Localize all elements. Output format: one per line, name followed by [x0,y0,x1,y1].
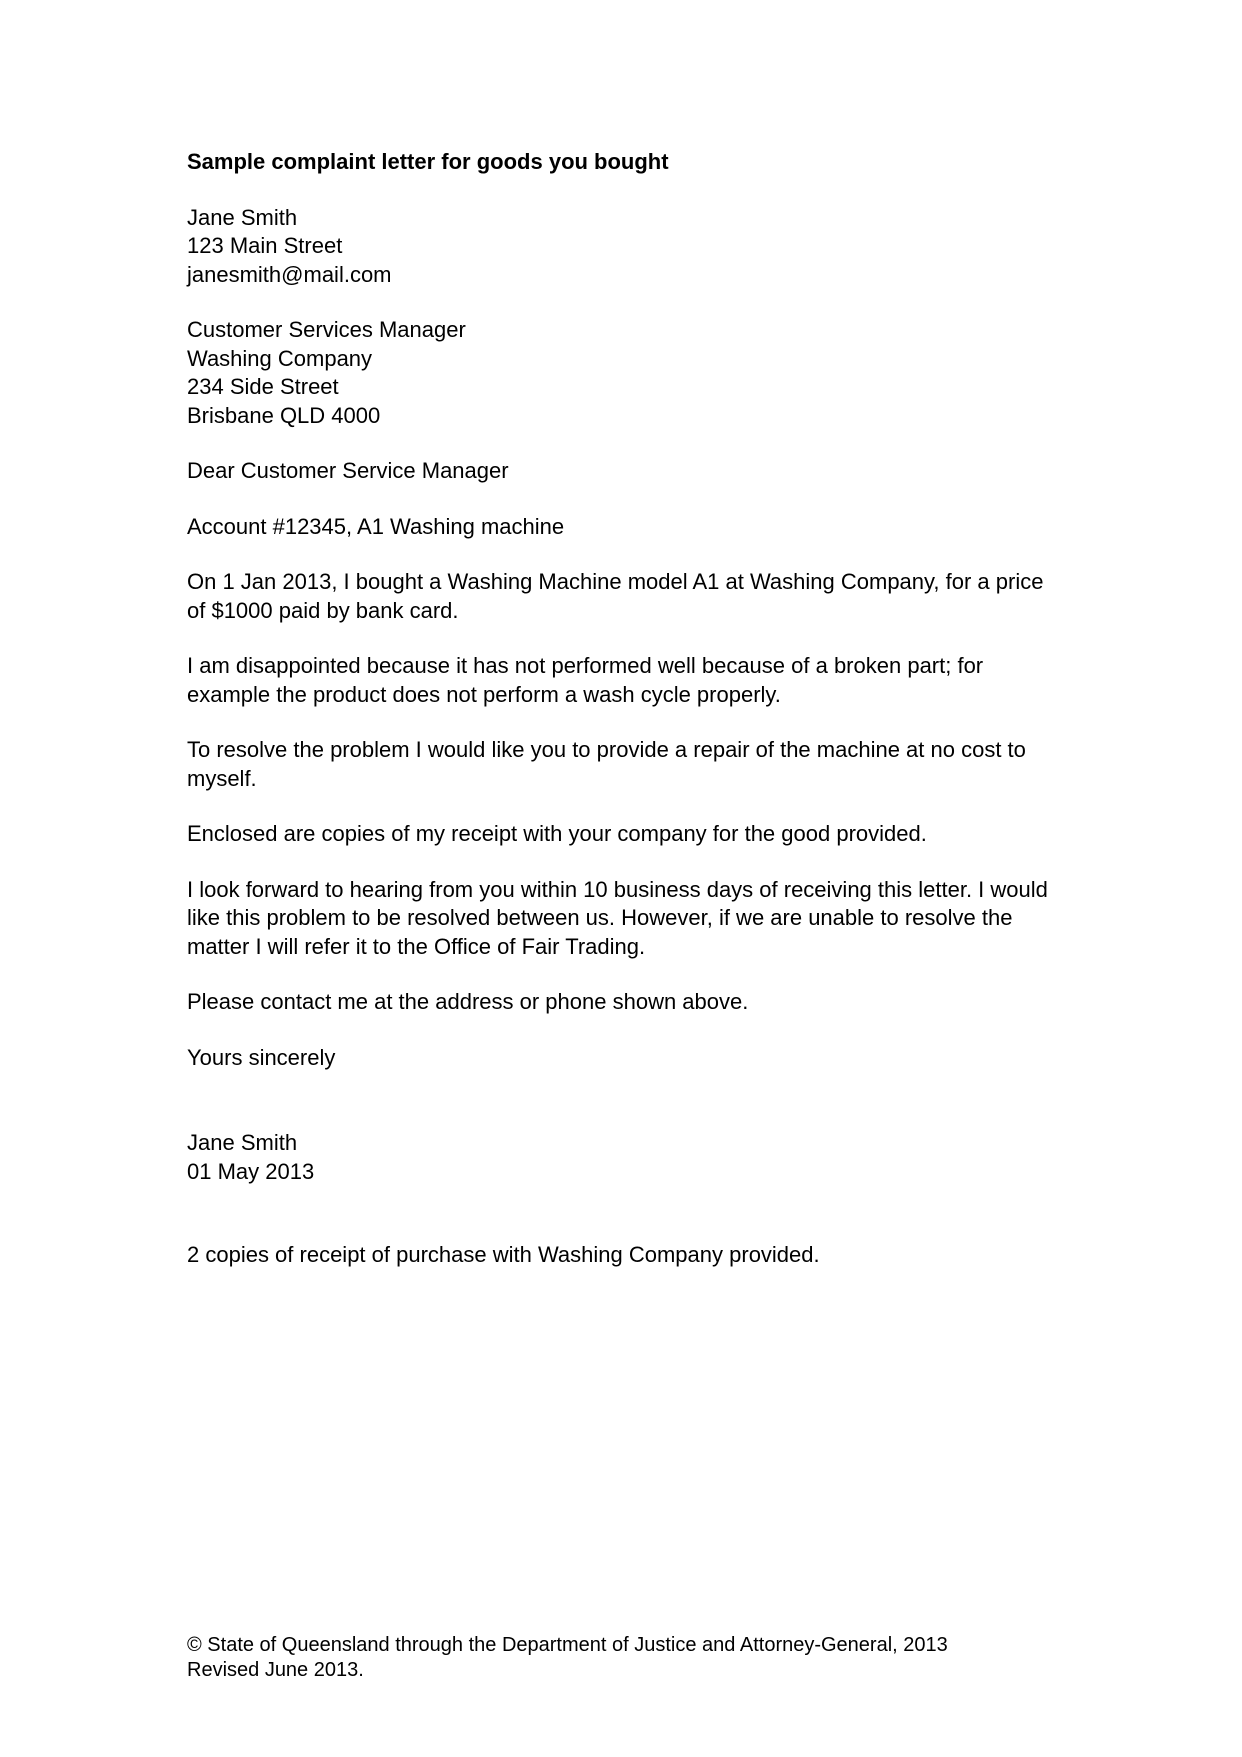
recipient-company: Washing Company [187,345,373,371]
sender-name: Jane Smith [187,204,298,230]
signature-block [187,1129,1067,1186]
paragraph-deadline: I look forward to hearing from you within 10 business days of receiving this letter. I would like this problem to be resolved between us. However, if we are unable to resolve the matter I will refer it to the Office of Fair Trading. [187,876,1048,959]
footer-copyright: © State of Queensland through the Department of Justice and Attorney-General, 2013 [187,1634,948,1656]
paragraph-problem: I am disappointed because it has not performed well because of a broken part; for example the product does not perform a wash cycle properly. [187,653,984,707]
signature-name: Jane Smith [187,1130,298,1155]
sender-email: janesmith@mail.com [187,261,392,287]
recipient-street: 234 Side Street [187,374,339,399]
recipient-address [187,316,1067,430]
signature-date: 01 May 2013 [187,1158,315,1184]
recipient-city: Brisbane QLD 4000 [187,402,381,428]
reference-line: Account #12345, A1 Washing machine [187,513,565,539]
paragraph-enclosed: Enclosed are copies of my receipt with your company for the good provided. [187,821,927,846]
paragraph-purchase: On 1 Jan 2013, I bought a Washing Machine model A1 at Washing Company, for a price of $1000 paid by bank card. [187,569,1044,623]
letter-title: Sample complaint letter for goods you bought [187,149,669,174]
sender-street: 123 Main Street [187,233,343,258]
letter-body [187,148,1067,1297]
sender-address [187,204,1067,290]
page-footer [187,1633,1067,1683]
paragraph-resolution: To resolve the problem I would like you to provide a repair of the machine at no cost to myself. [187,737,1026,791]
enclosure-note: 2 copies of receipt of purchase with Washing Company provided. [187,1242,820,1267]
closing: Yours sincerely [187,1044,336,1070]
paragraph-contact: Please contact me at the address or phone shown above. [187,989,749,1014]
recipient-position: Customer Services Manager [187,317,466,342]
salutation: Dear Customer Service Manager [187,458,509,483]
footer-revised: Revised June 2013. [187,1659,364,1681]
